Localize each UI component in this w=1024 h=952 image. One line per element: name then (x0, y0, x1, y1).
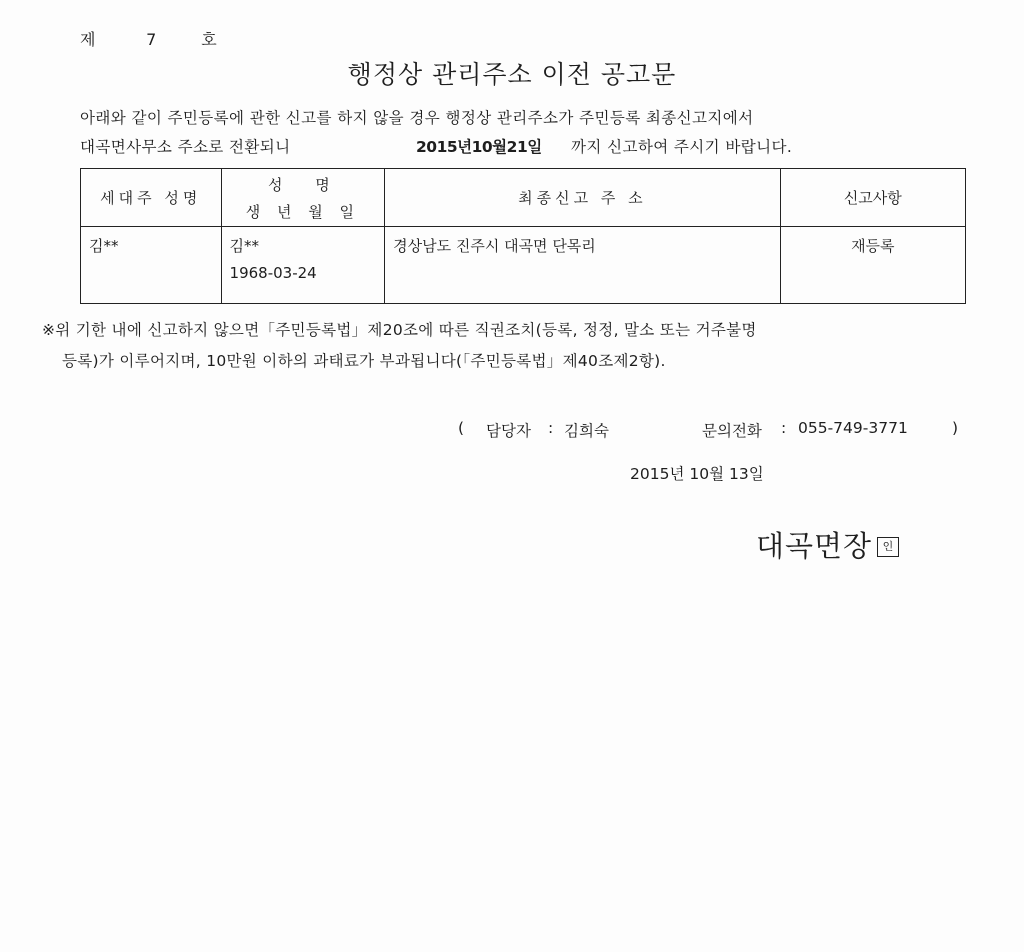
header-report-item: 신고사항 (780, 169, 965, 227)
manager-colon: : (548, 419, 554, 437)
cell-dob: 1968-03-24 (229, 264, 317, 282)
phone-number: 055-749-3771 (798, 419, 908, 437)
page-title: 행정상 관리주소 이전 공고문 (347, 60, 677, 89)
header-householder: 세대주 성명 (81, 169, 222, 227)
cell-householder: 김** (81, 227, 222, 304)
contact-close-paren: ) (952, 419, 959, 437)
header-address: 최종신고 주 소 (385, 169, 781, 227)
seal-stamp: 인 (877, 537, 899, 557)
intro-line-2-text: 대곡면사무소 주소로 전환되니 (80, 138, 291, 156)
header-dob: 생 년 월 일 (245, 202, 360, 221)
cell-name: 김** (229, 237, 260, 255)
intro-line-1: 아래와 같이 주민등록에 관한 신고를 하지 않을 경우 행정상 관리주소가 주민등록 최종신고지에서 (80, 109, 754, 127)
table-header-row (81, 169, 966, 227)
deadline-date: 2015년10월21일 (416, 138, 542, 156)
table-row (81, 227, 966, 304)
notice-table (80, 168, 966, 304)
intro-line-2-tail: 까지 신고하여 주시기 바랍니다. (571, 138, 793, 156)
doc-number-suffix: 호 (201, 30, 217, 49)
manager-name: 김희숙 (564, 422, 609, 440)
manager-label: 담당자 (486, 422, 531, 440)
doc-number-prefix: 제 (80, 30, 96, 49)
footnote-line-1: ※위 기한 내에 신고하지 않으면「주민등록법」제20조에 따른 직권조치(등록, 정정, 말소 또는 거주불명 (42, 321, 757, 339)
contact-open-paren: ( (458, 419, 465, 437)
phone-colon: : (781, 419, 787, 437)
document-number (80, 27, 217, 50)
phone-label: 문의전화 (702, 422, 762, 440)
signatory: 대곡면장 (756, 529, 873, 563)
cell-address: 경상남도 진주시 대곡면 단목리 (385, 227, 781, 304)
issue-date: 2015년 10월 13일 (630, 465, 764, 483)
cell-name-dob (221, 227, 385, 304)
intro-line-2 (80, 135, 793, 157)
doc-number-value: 7 (146, 30, 157, 49)
header-name-dob (221, 169, 385, 227)
footnote-line-2: 등록)가 이루어지며, 10만원 이하의 과태료가 부과됩니다(「주민등록법」제40조제2항). (62, 352, 666, 370)
header-name: 성 명 (267, 175, 344, 194)
cell-report-item: 재등록 (780, 227, 965, 304)
